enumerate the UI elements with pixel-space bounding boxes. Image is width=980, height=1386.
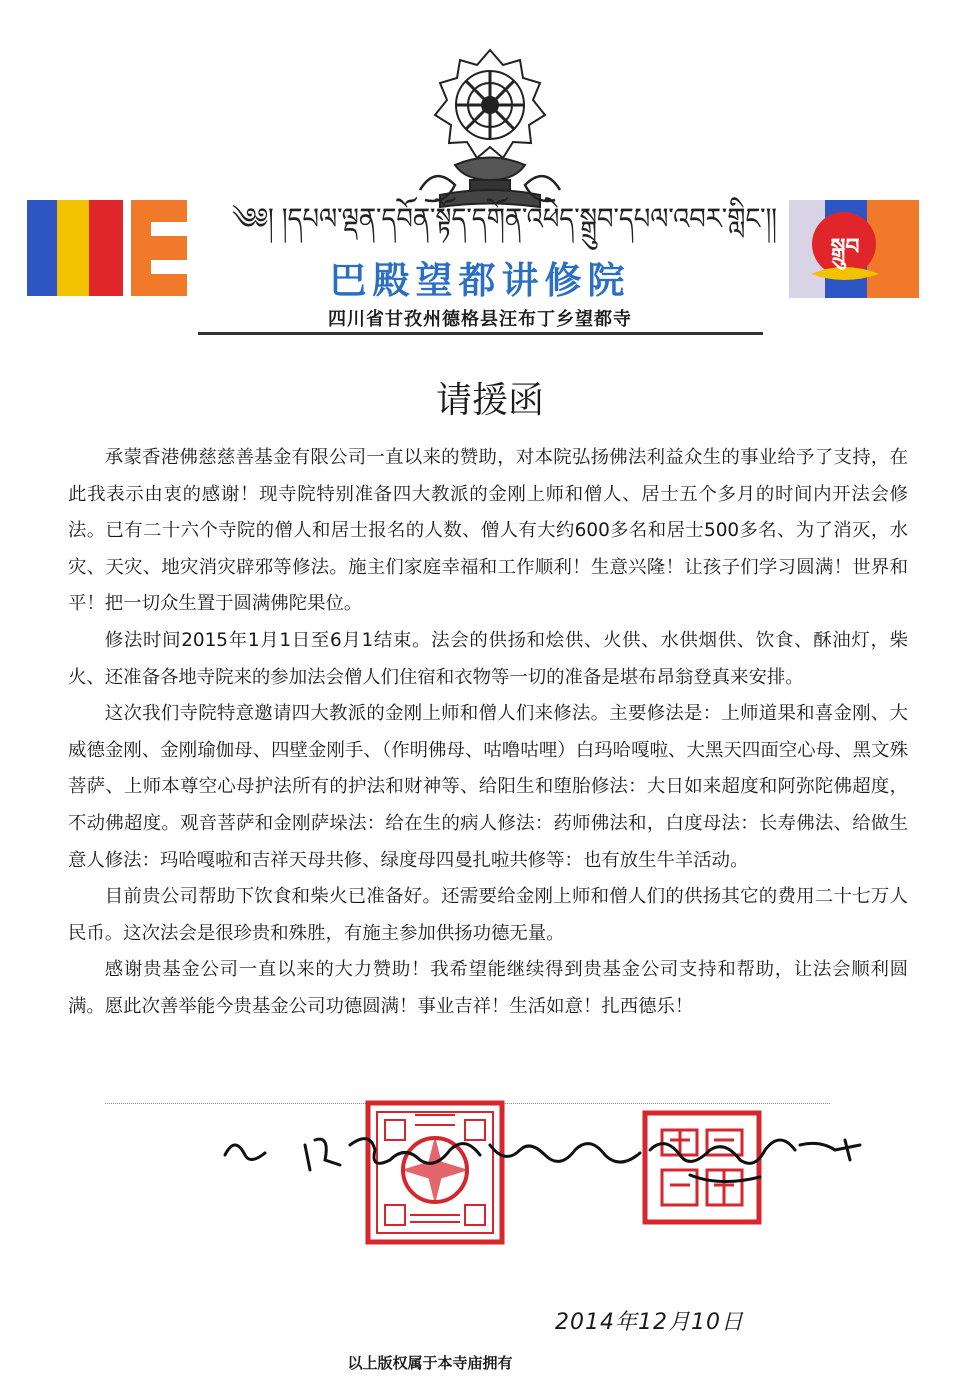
tibetan-heading-text: ༄༅། །དཔལ་ལྡན་དབོན་སྟོད་དགོན་འཕེད་སྒྲུབ་དཔལ་འབར་གླིང་།། [232,202,868,237]
paragraph-4: 目前贵公司帮助下饮食和柴火已准备好。还需要给金刚上师和僧人们的供扬其它的费用二十七万人民币。这次法会是很珍贵和殊胜，有施主参加供扬功德无量。 [68,886,908,944]
header-divider [198,332,763,335]
institute-name: 巴殿望都讲修院 [329,259,631,302]
monastery-logo [789,200,919,298]
letter-body [68,440,908,1026]
paragraph-1: 承蒙香港佛慈慈善基金有限公司一直以来的赞助，对本院弘扬佛法利益众生的事业给予了支持，在此我表示由衷的感谢！现寺院特别准备四大教派的金刚上师和僧人、居士五个多月的时间内开法会修法。已有二十六个寺院的僧人和居士报名的人数、僧人有大约600多名和居士500多名、为了消灭，水灾、天灾、地灾消灾辟邪等修法。施主们家庭幸福和工作顺利！生意兴隆！让孩子们学习圆满！世界和平！把一切众生置于圆满佛陀果位。 [68,447,908,615]
copyright-notice: 以上版权属于本寺庙拥有 [347,1354,513,1372]
paragraph-3: 这次我们寺院特意邀请四大教派的金刚上师和僧人们来修法。主要修法是：上师道果和喜金刚、大威德金刚、金刚瑜伽母、四壁金刚手、（作明佛母、咕噜咕哩）白玛哈嘎啦、大黑天四面空心母、黑文殊菩萨、上师本尊空心母护法所有的护法和财神等、给阳生和堕胎修法：大日如来超度和阿弥陀佛超度，不动佛超度。观音菩萨和金刚萨垛法：给在生的病人修法：药师佛法和，白度母法：长寿佛法、给做生意人修法：玛哈嘎啦和吉祥天母共修、绿度母四曼扎啦共修等：也有放生牛羊活动。 [68,703,908,871]
paragraph-5: 感谢贵基金公司一直以来的大力赞助！我希望能继续得到贵基金公司支持和帮助，让法会顺利圆满。愿此次善举能今贵基金公司功德圆满！事业吉祥！生活如意！扎西德乐！ [68,959,908,1017]
tibetan-heading [232,195,868,245]
handwritten-signature [220,1115,870,1195]
letter-title: 请援函 [435,380,544,421]
logo-tibetan-text: སྒྲུབ [830,235,860,260]
paragraph-2: 修法时间2015年1月1日至6月1结束。法会的供扬和烩供、火供、水供烟供、饮食、酥油灯，柴火、还准备各地寺院来的参加法会僧人们住宿和衣物等一切的准备是堪布昂翁登真来安排。 [68,629,908,688]
address: 四川省甘孜州德格县汪布丁乡望都寺 [328,309,632,330]
buddhist-flag-logo [27,200,187,296]
letter-date: 2014年12月10日 [555,1310,744,1335]
